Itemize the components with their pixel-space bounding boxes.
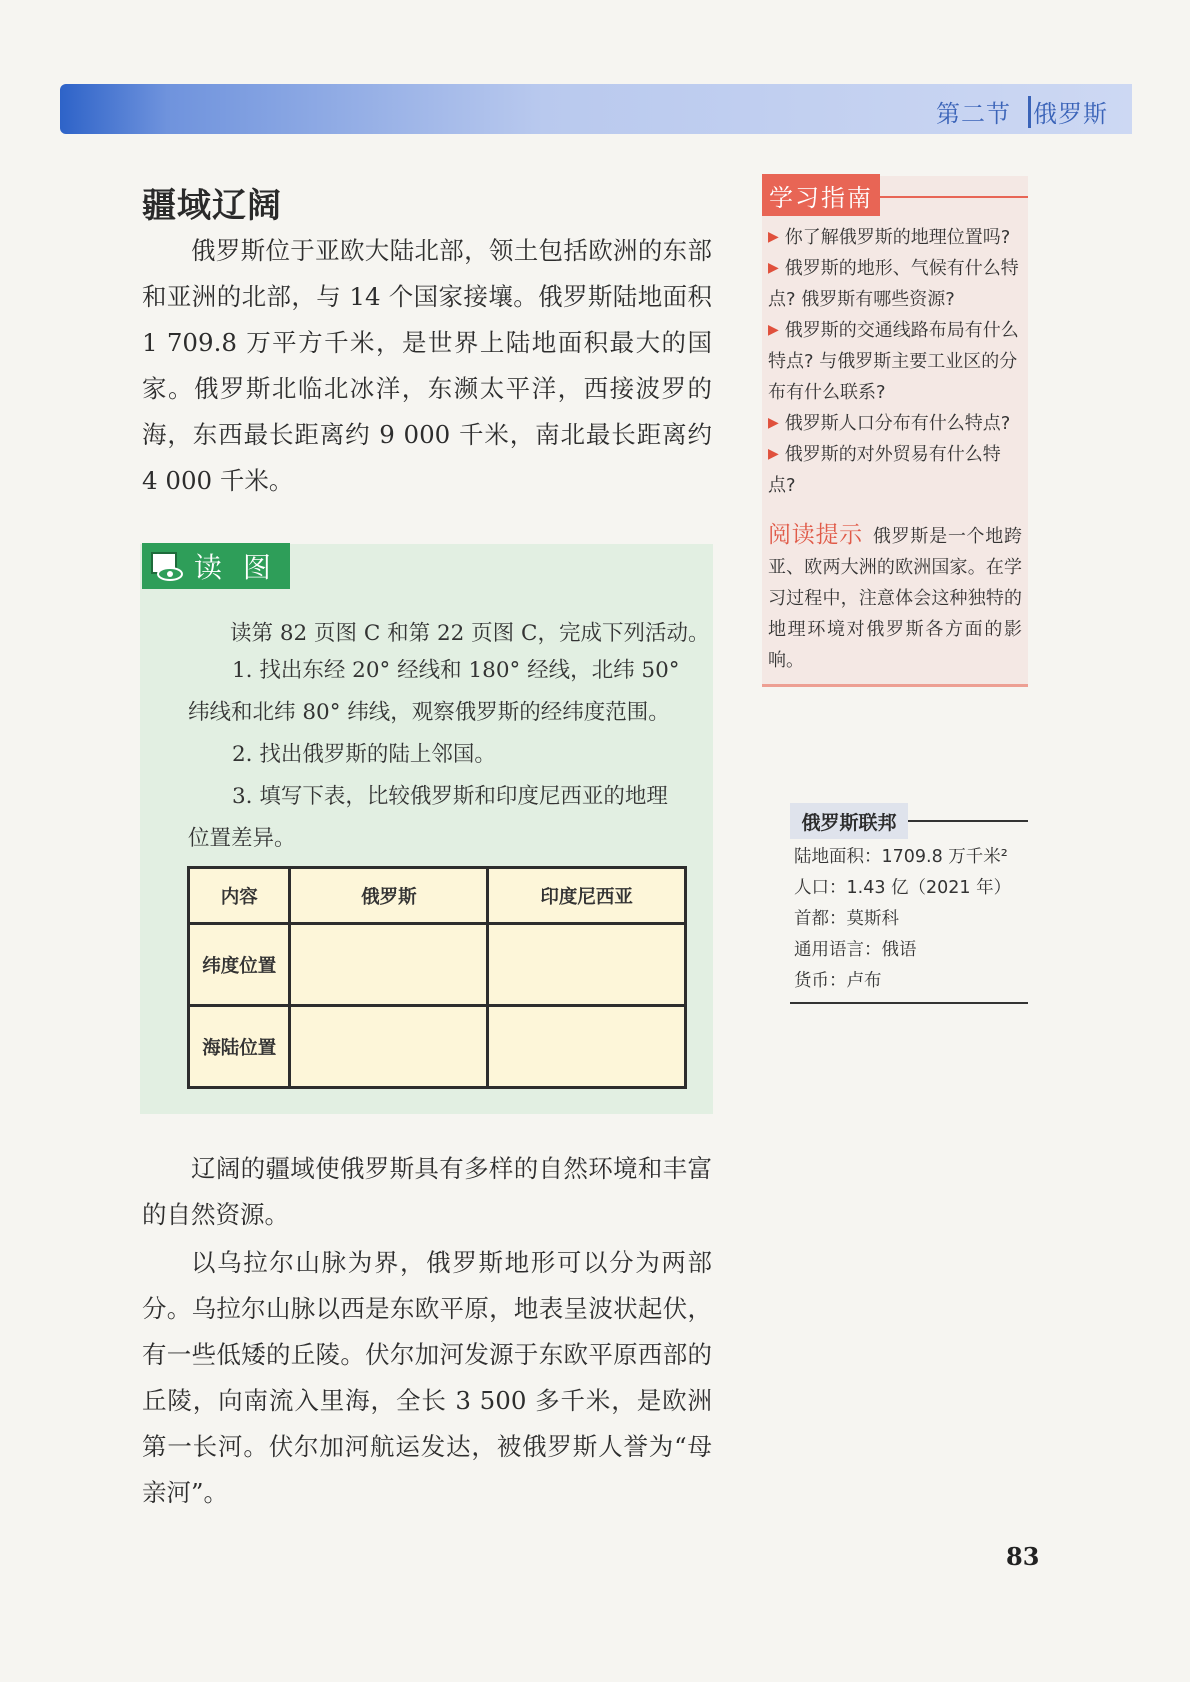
header-country: 俄罗斯 [1033, 100, 1108, 128]
paragraph-terrain: 以乌拉尔山脉为界，俄罗斯地形可以分为两部分。乌拉尔山脉以西是东欧平原，地表呈波状起伏，有一些低矮的丘陵。伏尔加河发源于东欧平原西部的丘陵，向南流入里海，全长 3 500 多千米，是欧洲第一长河。伏尔加河航运发达，被俄罗斯人誉为“母亲河”。 [142, 1248, 712, 1507]
section-title: 疆域辽阔 [142, 186, 282, 226]
reading-tip [768, 520, 1022, 676]
activity-item-2: 2. 找出俄罗斯的陆上邻国。 [232, 742, 496, 767]
activity-tag [142, 543, 290, 589]
header-divider [1028, 96, 1031, 128]
reading-tip-text: 俄罗斯是一个地跨亚、欧两大洲的欧洲国家。在学习过程中，注意体会这种独特的地理环境对俄罗斯各方面的影响。 [768, 526, 1023, 671]
fact-item: 通用语言：俄语 [794, 940, 917, 960]
table-header-cell: 印度尼西亚 [488, 868, 686, 924]
triangle-bullet-icon: ▶ [768, 229, 779, 245]
activity-item-3: 3. 填写下表，比较俄罗斯和印度尼西亚的地理位置差异。 [188, 784, 668, 851]
table-header-row [189, 868, 686, 924]
table-blank-cell[interactable] [290, 1006, 488, 1088]
study-guide-rule [880, 196, 1028, 198]
table-blank-cell[interactable] [488, 1006, 686, 1088]
page-number: 83 [1006, 1542, 1040, 1571]
activity-item-1: 1. 找出东经 20° 经线和 180° 经线，北纬 50° 纬线和北纬 80° 纬线，观察俄罗斯的经纬度范围。 [188, 658, 680, 725]
comparison-table [187, 866, 687, 1089]
study-guide-tag: 学习指南 [762, 174, 880, 216]
table-header-cell: 俄罗斯 [290, 868, 488, 924]
running-header [936, 94, 1108, 129]
triangle-bullet-icon: ▶ [768, 260, 779, 276]
table-header-cell: 内容 [189, 868, 290, 924]
fact-item: 陆地面积：1709.8 万千米² [794, 847, 1008, 867]
activity-tag-label: 读 图 [194, 551, 277, 584]
fact-item: 人口：1.43 亿（2021 年） [794, 878, 1012, 898]
facts-rule [908, 820, 1028, 822]
facts-bottom-rule [790, 1002, 1028, 1004]
triangle-bullet-icon: ▶ [768, 446, 779, 462]
reading-tip-label: 阅读提示 [768, 522, 863, 548]
table-row-label: 纬度位置 [189, 924, 290, 1006]
header-section: 第二节 [936, 100, 1011, 128]
triangle-bullet-icon: ▶ [768, 415, 779, 431]
guide-question: ▶ 你了解俄罗斯的地理位置吗? [768, 227, 1011, 248]
guide-question: ▶ 俄罗斯人口分布有什么特点? [768, 413, 1011, 434]
map-reading-icon [150, 550, 184, 582]
table-blank-cell[interactable] [290, 924, 488, 1006]
paragraph-territory: 俄罗斯位于亚欧大陆北部，领土包括欧洲的东部和亚洲的北部，与 14 个国家接壤。俄罗斯陆地面积 1 709.8 万平方千米，是世界上陆地面积最大的国家。俄罗斯北临北冰洋，东濒太平洋，西接波罗的海，东西最长距离约 9 000 千米，南北最长距离约 4 000 千米。 [142, 236, 712, 495]
activity-intro: 读第 82 页图 C 和第 22 页图 C，完成下列活动。 [230, 621, 710, 646]
paragraph-resources: 辽阔的疆域使俄罗斯具有多样的自然环境和丰富的自然资源。 [142, 1154, 712, 1229]
facts-list [794, 842, 1011, 997]
guide-question: ▶ 俄罗斯的对外贸易有什么特点? [768, 444, 1001, 496]
study-guide-bottom-rule [762, 684, 1028, 687]
table-blank-cell[interactable] [488, 924, 686, 1006]
fact-item: 货币：卢布 [794, 971, 882, 991]
table-row-label: 海陆位置 [189, 1006, 290, 1088]
fact-item: 首都：莫斯科 [794, 909, 899, 929]
table-row [189, 924, 686, 1006]
guide-question: ▶ 俄罗斯的交通线路布局有什么特点? 与俄罗斯主要工业区的分布有什么联系? [768, 320, 1019, 403]
table-row [189, 1006, 686, 1088]
facts-title: 俄罗斯联邦 [790, 803, 908, 839]
triangle-bullet-icon: ▶ [768, 322, 779, 338]
guide-question: ▶ 俄罗斯的地形、气候有什么特点? 俄罗斯有哪些资源? [768, 258, 1019, 310]
